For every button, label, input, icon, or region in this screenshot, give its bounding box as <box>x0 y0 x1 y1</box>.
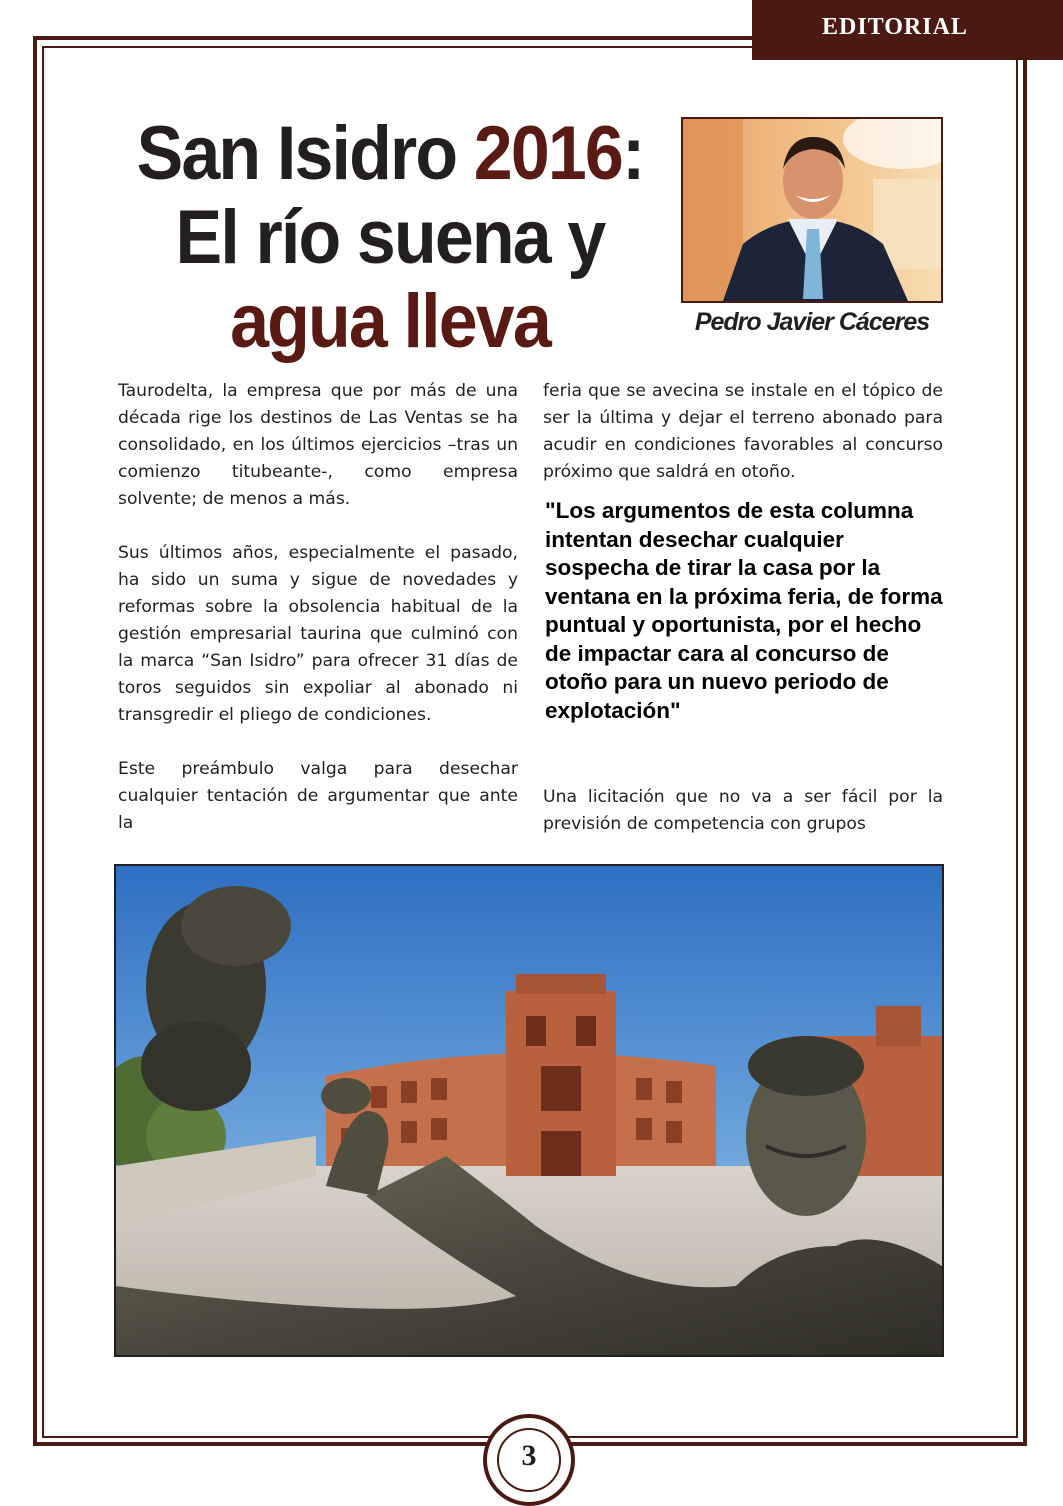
pull-quote: "Los argumentos de esta columna intentan desechar cualquier sospecha de tirar la casa por la ventana en la próxima feria, de forma puntual y oportunista, por el hecho de impactar cara al concurso de otoño para un nuevo periodo de explotación" <box>545 498 943 723</box>
bullring-statue-photo <box>116 866 942 1355</box>
headline-line2: El río suena y <box>175 195 605 280</box>
paragraph: feria que se avecina se instale en el tópico de ser la última y dejar el terreno abonado para acudir en condiciones favorables al concurso próximo que saldrá en otoño. <box>543 381 943 482</box>
page-number: 3 <box>521 1439 537 1472</box>
headline-year: 2016 <box>473 111 622 196</box>
headline <box>132 112 647 364</box>
main-photo <box>114 864 944 1357</box>
paragraph: Una licitación que no va a ser fácil por la previsión de competencia con grupos <box>543 787 943 834</box>
headline-line3-a: agua <box>230 279 386 364</box>
headline-line3-b: lleva <box>403 279 550 364</box>
paragraph: Este preámbulo valga para desechar cualquier tentación de argumentar que ante la <box>118 759 518 833</box>
section-tab <box>752 0 1063 60</box>
article-column-right-top <box>543 378 943 486</box>
author-photo-image <box>683 119 941 301</box>
article-column-left <box>118 378 518 837</box>
paragraph: Sus últimos años, especialmente el pasado, ha sido un suma y sigue de novedades y reformas sobre la obsolencia habitual de la gestión empresarial taurina que culminó con la marca “San Isidro” para ofrecer 31 días de toros seguidos sin expoliar al abonado ni transgredir el pliego de condiciones. <box>118 543 518 725</box>
headline-part1: San Isidro <box>136 111 474 196</box>
author-photo <box>681 117 943 303</box>
headline-colon: : <box>621 111 644 196</box>
author-name: Pedro Javier Cáceres <box>694 308 930 336</box>
article-column-right-bottom <box>543 784 943 838</box>
section-label: EDITORIAL <box>822 14 968 40</box>
paragraph: Taurodelta, la empresa que por más de una década rige los destinos de Las Ventas se ha consolidado, en los últimos ejercicios –tras un comienzo titubeante-, como empresa solvente; de menos a más. <box>118 381 518 509</box>
